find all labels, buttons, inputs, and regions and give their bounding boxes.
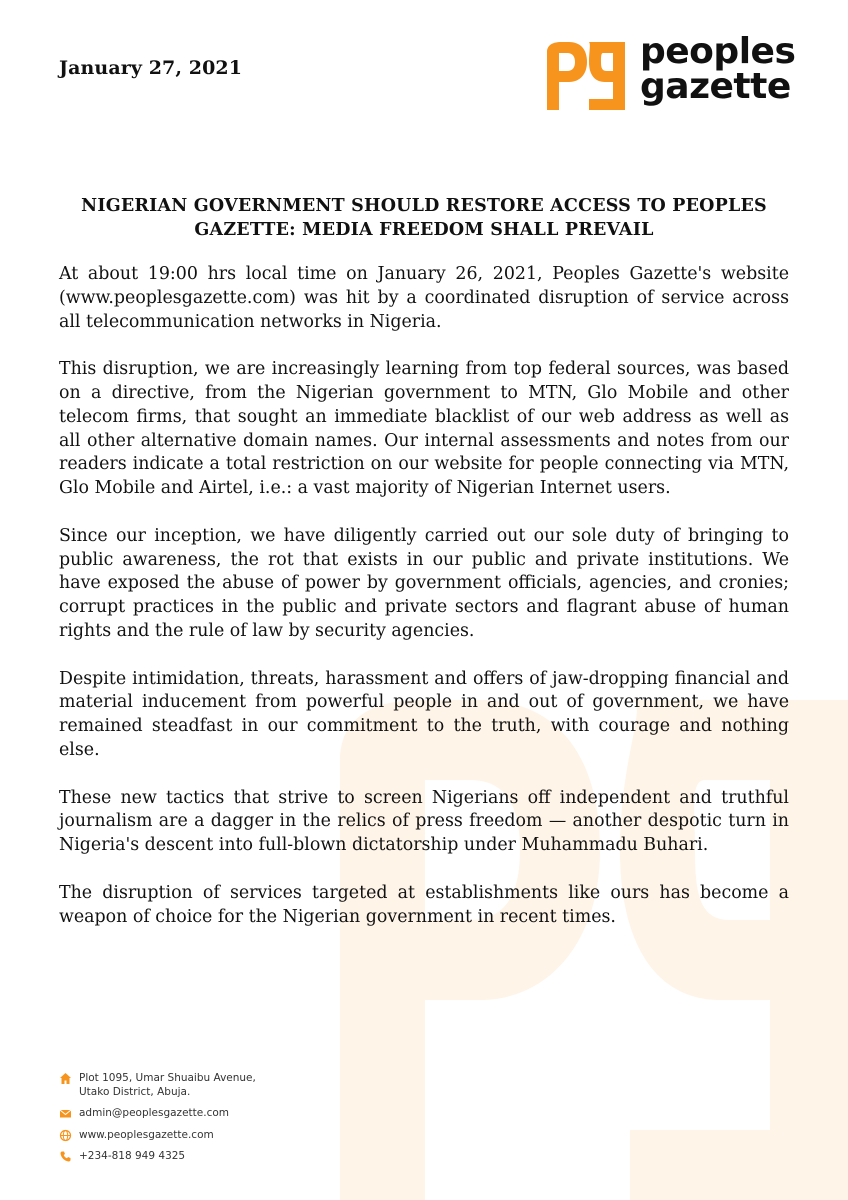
release-date: January 27, 2021 bbox=[59, 57, 243, 79]
pg-logo-mark-icon bbox=[545, 40, 627, 112]
logo-word-gazette: gazette bbox=[640, 66, 791, 107]
footer-website bbox=[59, 1129, 256, 1143]
footer-address bbox=[59, 1072, 256, 1099]
headline: NIGERIAN GOVERNMENT SHOULD RESTORE ACCESS TO PEOPLES GAZETTE: MEDIA FREEDOM SHALL PREVAIL bbox=[81, 196, 767, 240]
logo-word-peoples: peoples bbox=[640, 31, 796, 72]
paragraph: Despite intimidation, threats, harassment and offers of jaw-dropping financial and material inducement from powerful people in and out of government, we have remained steadfast in our commitment to the truth, with courage and nothing else. bbox=[59, 668, 789, 760]
mail-icon bbox=[59, 1107, 72, 1120]
footer-phone bbox=[59, 1150, 256, 1164]
globe-icon bbox=[59, 1129, 72, 1142]
phone-icon bbox=[59, 1150, 72, 1163]
home-icon bbox=[59, 1072, 72, 1085]
website-text[interactable]: www.peoplesgazette.com bbox=[79, 1128, 214, 1141]
paragraph: These new tactics that strive to screen Nigerians off independent and truthful journalism are a dagger in the relics of press freedom — another despotic turn in Nigeria's descent into full-blown dictatorship under Muhammadu Buhari. bbox=[59, 787, 789, 856]
email-text[interactable]: admin@peoplesgazette.com bbox=[79, 1107, 229, 1119]
peoples-gazette-logo bbox=[545, 31, 805, 114]
paragraph: This disruption, we are increasingly learning from top federal sources, was based on a directive, from the Nigerian government to MTN, Glo Mobile and other telecom firms, that sought an immediate blacklist of our web address as well as all other alternative domain names. Our internal assessments and notes from our readers indicate a total restriction on our website for people connecting via MTN, Glo Mobile and Airtel, i.e.: a vast majority of Nigerian Internet users. bbox=[59, 359, 789, 499]
address-line-2: Utako District, Abuja. bbox=[79, 1085, 191, 1098]
paragraph: The disruption of services targeted at establishments like ours has become a weapon of choice for the Nigerian government in recent times. bbox=[59, 882, 789, 927]
address-line-1: Plot 1095, Umar Shuaibu Avenue, bbox=[79, 1072, 256, 1084]
article-body bbox=[59, 263, 789, 953]
footer-email bbox=[59, 1107, 256, 1121]
phone-text[interactable]: +234-818 949 4325 bbox=[79, 1150, 186, 1162]
contact-footer bbox=[59, 1072, 256, 1172]
paragraph: Since our inception, we have diligently carried out our sole duty of bringing to public awareness, the rot that exists in our public and private institutions. We have exposed the abuse of power by government officials, agencies, and cronies; corrupt practices in the public and private sectors and flagrant abuse of human rights and the rule of law by security agencies. bbox=[59, 525, 789, 641]
paragraph: At about 19:00 hrs local time on January 26, 2021, Peoples Gazette's website (www.peoplesgazette.com) was hit by a coordinated disruption of service across all telecommunication networks in Nigeria. bbox=[59, 264, 789, 332]
